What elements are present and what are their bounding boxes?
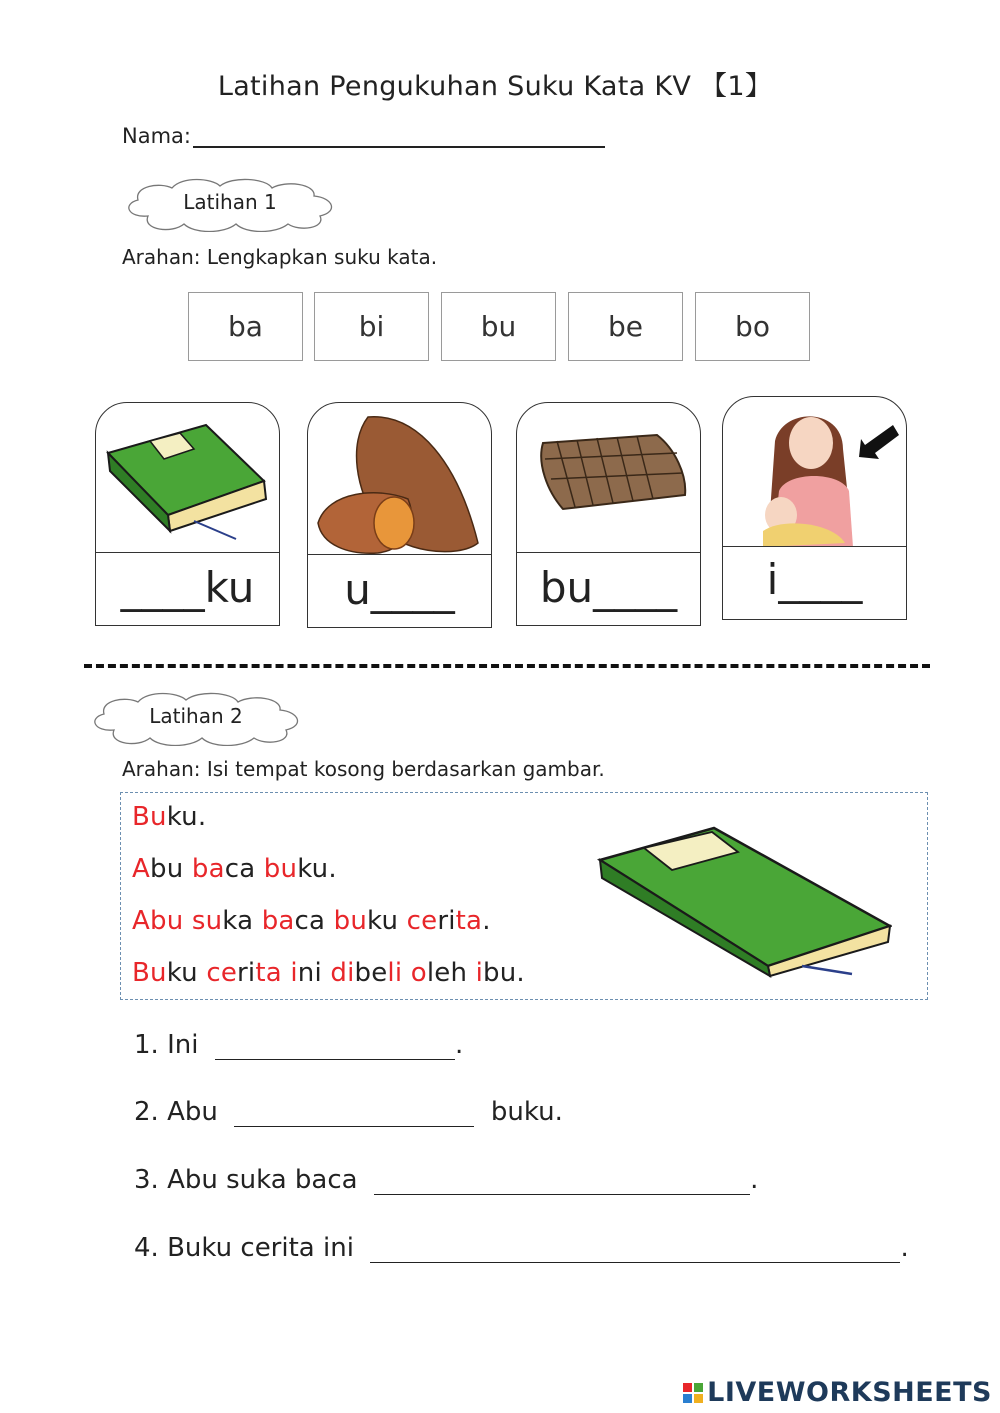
answer-blank[interactable]: bu____	[516, 552, 701, 626]
reading-segment: i	[475, 958, 484, 988]
exercise1-cloud	[120, 176, 340, 232]
reading-segment: su	[191, 906, 223, 936]
answer-blank[interactable]: ____ku	[95, 552, 280, 626]
question-row	[134, 1233, 909, 1263]
reading-segment: Bu	[132, 802, 167, 832]
syllable-option[interactable]: bu	[441, 292, 556, 361]
card-picture	[516, 402, 701, 572]
brand-name: LIVEWORKSHEETS	[707, 1377, 992, 1408]
picture-card-book	[95, 402, 280, 626]
reading-segment: ni	[297, 958, 331, 988]
question-suffix: .	[454, 1030, 464, 1060]
question-suffix: .	[900, 1233, 909, 1263]
syllable-option[interactable]: be	[568, 292, 683, 361]
syllable-option[interactable]: bi	[314, 292, 429, 361]
syllable-option[interactable]: ba	[188, 292, 303, 361]
answer-blank[interactable]	[234, 1102, 474, 1127]
reading-segment: ca	[294, 906, 334, 936]
exercise1-instruction: Arahan: Lengkapkan suku kata.	[122, 245, 438, 269]
reading-segment: ce	[206, 958, 238, 988]
book-picture-large	[592, 826, 892, 978]
card-picture	[722, 396, 907, 566]
question-prefix: Abu suka baca	[167, 1165, 358, 1195]
card-picture	[307, 402, 492, 572]
answer-blank[interactable]	[215, 1035, 455, 1060]
question-prefix: Abu	[167, 1097, 218, 1127]
exercise2-instruction: Arahan: Isi tempat kosong berdasarkan gambar.	[122, 757, 605, 781]
reading-segment: ba	[191, 854, 225, 884]
name-input-line[interactable]	[193, 124, 605, 148]
reading-segment: ba	[261, 906, 295, 936]
reading-segment: ri	[437, 906, 456, 936]
reading-line	[132, 906, 491, 936]
reading-segment: bu.	[483, 958, 525, 988]
reading-segment: Abu	[132, 906, 192, 936]
reading-segment: ta	[455, 906, 483, 936]
reading-segment: i	[290, 958, 298, 988]
reading-segment: bu	[333, 906, 368, 936]
answer-blank[interactable]	[374, 1170, 750, 1195]
reading-line	[132, 802, 206, 832]
picture-card-mother-baby	[722, 396, 907, 620]
reading-segment: Bu	[132, 958, 167, 988]
name-row	[122, 124, 605, 148]
reading-segment: .	[482, 906, 491, 936]
question-row	[134, 1165, 758, 1195]
section-divider	[84, 664, 930, 668]
reading-segment: bu	[150, 854, 192, 884]
brand-logo	[683, 1377, 992, 1408]
reading-segment: ka	[222, 906, 262, 936]
answer-blank[interactable]: u____	[307, 554, 492, 628]
reading-segment: ca	[224, 854, 264, 884]
reading-segment: ku	[166, 958, 207, 988]
question-number: 2.	[134, 1097, 159, 1127]
mother-baby-picture	[723, 397, 907, 566]
reading-segment: ri	[237, 958, 256, 988]
reading-segment: ku.	[297, 854, 337, 884]
reading-segment: li	[387, 958, 411, 988]
exercise1-label: Latihan 1	[183, 190, 277, 214]
question-prefix: Ini	[167, 1030, 199, 1060]
question-suffix: .	[750, 1165, 759, 1195]
question-prefix: Buku cerita ini	[167, 1233, 354, 1263]
syllable-option[interactable]: bo	[695, 292, 810, 361]
reading-segment: leh	[426, 958, 476, 988]
reading-line	[132, 958, 525, 988]
reading-segment: be	[354, 958, 388, 988]
answer-blank[interactable]	[370, 1238, 900, 1263]
brand-icon	[683, 1383, 703, 1403]
reading-segment: ku	[367, 906, 407, 936]
answer-blank[interactable]: i____	[722, 546, 907, 620]
question-number: 4.	[134, 1233, 159, 1263]
reading-segment: di	[330, 958, 355, 988]
reading-segment: ce	[406, 906, 438, 936]
question-suffix: buku.	[490, 1097, 563, 1127]
card-picture	[95, 402, 280, 572]
question-number: 3.	[134, 1165, 159, 1195]
reading-segment: ku.	[166, 802, 207, 832]
reading-line	[132, 854, 337, 884]
question-row	[134, 1030, 463, 1060]
name-label: Nama:	[122, 124, 191, 148]
exercise2-label: Latihan 2	[149, 704, 243, 728]
page-title: Latihan Pengukuhan Suku Kata KV 【1】	[217, 71, 773, 102]
picture-card-sweet-potato	[307, 402, 492, 628]
reading-segment: o	[410, 958, 427, 988]
reading-segment: ta	[255, 958, 291, 988]
question-number: 1.	[134, 1030, 159, 1060]
exercise2-cloud	[86, 690, 306, 746]
sweet-potato-picture	[308, 403, 492, 572]
book-picture	[96, 403, 280, 572]
picture-card-fish-trap	[516, 402, 701, 626]
reading-segment: A	[132, 854, 150, 884]
fish-trap-picture	[517, 403, 701, 572]
reading-segment: bu	[263, 854, 298, 884]
question-row	[134, 1097, 563, 1127]
